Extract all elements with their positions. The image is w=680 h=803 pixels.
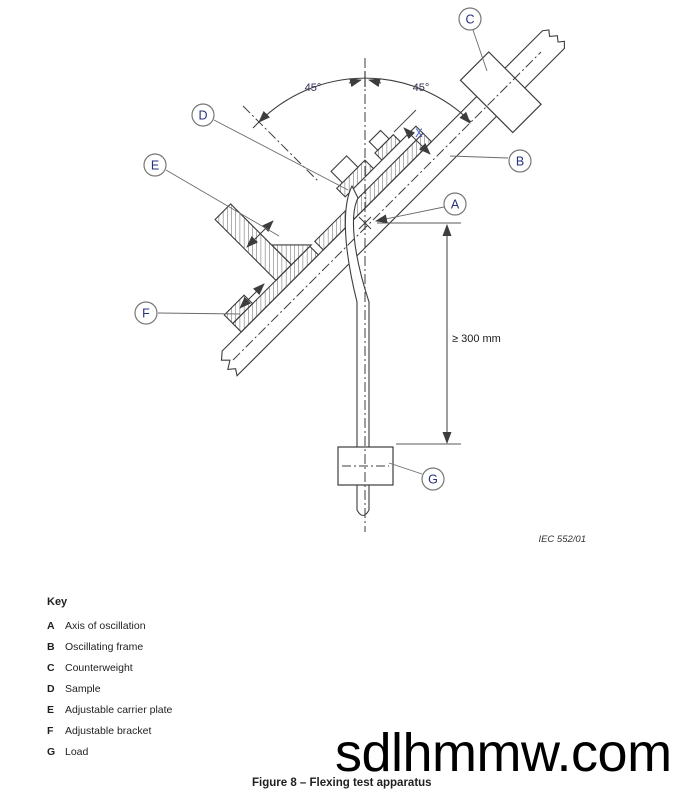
arc-top-right-arrow — [369, 80, 381, 83]
key-row — [47, 662, 172, 683]
arc-top-left-arrow — [349, 80, 361, 83]
mirror-centerline — [243, 106, 318, 181]
key-block — [47, 596, 172, 767]
leader-sample — [214, 120, 348, 190]
callout-letter-e: E — [150, 158, 160, 173]
key-label: Adjustable bracket — [65, 725, 152, 737]
callout-letter-f: F — [142, 306, 150, 321]
key-letter: E — [47, 704, 55, 716]
key-row — [47, 725, 172, 746]
key-letter: F — [47, 725, 54, 737]
callout-letter-c: C — [465, 12, 475, 27]
arc-left-arrow — [259, 114, 267, 122]
leader-load — [389, 463, 422, 474]
key-letter: D — [47, 683, 55, 695]
figure-caption: Figure 8 – Flexing test apparatus — [252, 777, 432, 789]
key-row — [47, 683, 172, 704]
angle-right-label: 45° — [412, 82, 430, 94]
key-label: Oscillating frame — [65, 641, 144, 653]
key-row — [47, 641, 172, 662]
bracket-post — [215, 204, 291, 280]
watermark: sdlhmmw.com — [335, 723, 672, 783]
key-row — [47, 620, 172, 641]
key-label: Counterweight — [65, 662, 133, 674]
min-length-label: ≥ 300 mm — [452, 333, 501, 345]
callout-letter-a: A — [450, 197, 460, 212]
source-credit: IEC 552/01 — [538, 534, 586, 545]
key-row — [47, 704, 172, 725]
key-letter: C — [47, 662, 55, 674]
callout-letter-d: D — [198, 108, 208, 123]
key-label: Axis of oscillation — [65, 620, 146, 632]
callout-letter-g: G — [428, 472, 438, 487]
key-letter: A — [47, 620, 55, 632]
key-letter: G — [47, 746, 56, 758]
leader-frame — [450, 156, 508, 158]
x-gap-label: X — [415, 128, 423, 140]
callout-letter-b: B — [515, 154, 525, 169]
key-label: Adjustable carrier plate — [65, 704, 173, 716]
key-letter: B — [47, 641, 55, 653]
key-title: Key — [47, 596, 68, 608]
angle-left-label: 45° — [304, 82, 322, 94]
key-label: Sample — [65, 683, 101, 695]
key-row — [47, 746, 172, 767]
key-label: Load — [65, 746, 89, 758]
